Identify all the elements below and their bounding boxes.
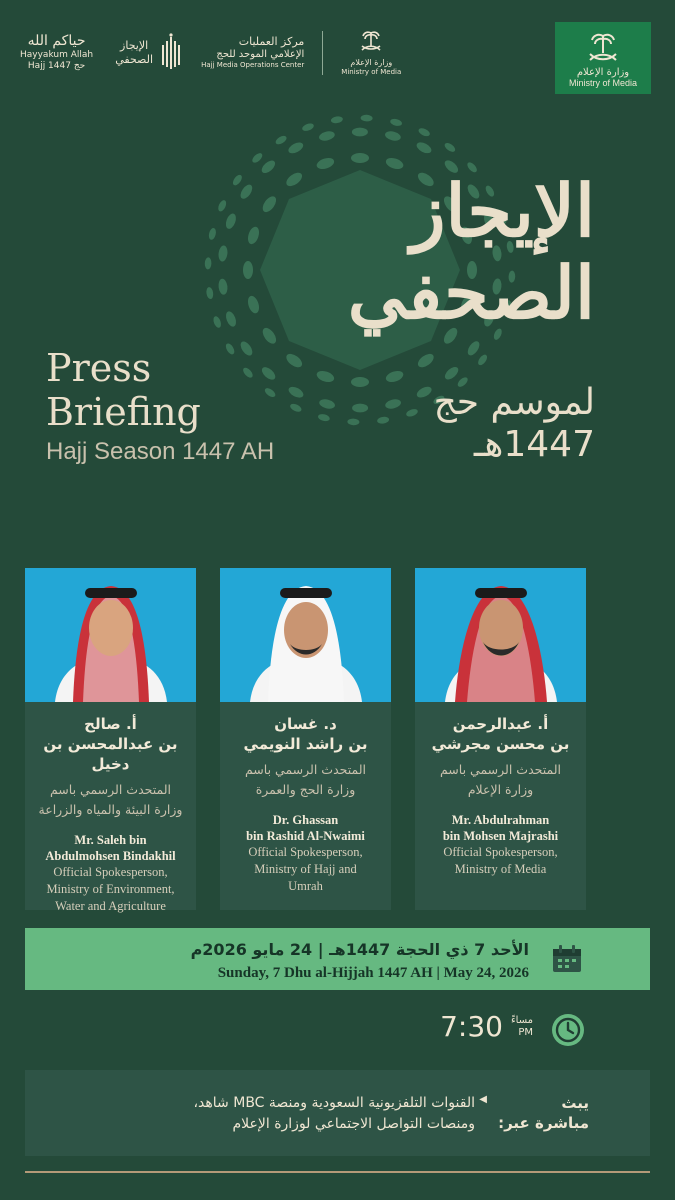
speaker-name-en-2a: Dr. Ghassan	[272, 813, 339, 827]
bottom-divider	[25, 1171, 650, 1173]
leaf-shape	[347, 418, 359, 425]
hmoc-ar-2: الإعلامي الموحد للحج	[216, 48, 305, 60]
leaf-shape	[330, 116, 343, 124]
leaf-shape	[315, 156, 335, 171]
speaker-role-en-2c: Umrah	[288, 879, 323, 893]
leaf-shape	[224, 342, 236, 356]
speaker-name-en-1b: Abdulmohsen Bindakhil	[45, 849, 176, 863]
hero-title-ar-line2: الصحفي	[347, 250, 595, 335]
leaf-shape	[205, 257, 212, 269]
speaker-name-ar-3b: بن محسن مجرشي	[431, 735, 570, 753]
hero-subtitle-ar-line1: لموسم حج	[433, 382, 595, 423]
leaf-shape	[284, 351, 304, 370]
leaf-shape	[274, 134, 288, 146]
leaf-shape	[289, 402, 303, 413]
broadcast-channels	[194, 1093, 475, 1135]
leaf-shape	[417, 127, 431, 138]
speaker-photo-3	[415, 568, 586, 702]
leaf-shape	[351, 153, 369, 163]
leaf-shape	[360, 115, 372, 122]
ijaz-mark-icon	[161, 33, 183, 73]
leaf-shape	[208, 227, 217, 240]
speaker-photo-2	[220, 568, 391, 702]
person-portrait-icon	[25, 568, 196, 702]
hmoc-en: Hajj Media Operations Center	[201, 61, 305, 70]
speaker-role-ar-3b: وزارة الإعلام	[467, 782, 534, 797]
leaf-shape	[315, 369, 335, 384]
mom-box-ar: وزارة الإعلام	[576, 67, 630, 78]
season-label: Hajj Season 1447 AH	[46, 438, 275, 465]
speaker-role-ar-1a: المتحدث الرسمي باسم	[49, 782, 171, 797]
speaker-role-en-3a: Official Spokesperson,	[443, 845, 558, 859]
leaf-shape	[260, 365, 278, 382]
clock-icon	[551, 1013, 585, 1047]
leaf-shape	[384, 156, 404, 171]
time-en: PM	[518, 1027, 533, 1038]
broadcast-label-2: مباشرة عبر:	[498, 1114, 589, 1132]
leaf-shape	[287, 140, 305, 155]
broadcast-label-1: يبث	[561, 1094, 589, 1112]
speaker-role-en-1a: Official Spokesperson,	[53, 865, 168, 879]
leaf-shape	[416, 351, 436, 370]
speaker-role-ar-2a: المتحدث الرسمي باسم	[244, 762, 366, 777]
broadcast-line-1: القنوات التلفزيونية السعودية ومنصة MBC شاهد،	[193, 1095, 475, 1111]
leaf-shape	[352, 128, 368, 137]
speaker-card-3	[415, 702, 586, 910]
leaf-shape	[352, 404, 368, 413]
mom-small-ar: وزارة الإعلام	[350, 58, 393, 68]
speaker-role-ar-1b: وزارة البيئة والمياه والزراعة	[38, 802, 183, 817]
speaker-name-en-3b: bin Mohsen Majrashi	[442, 829, 559, 843]
leaf-shape	[351, 377, 369, 387]
leaf-shape	[415, 384, 433, 399]
leaf-shape	[443, 141, 457, 153]
leaf-shape	[263, 386, 277, 398]
leaf-shape	[251, 151, 264, 164]
hayyakum-en: Hayyakum Allah	[20, 50, 94, 60]
speaker-name-en-2b: bin Rashid Al-Nwaimi	[246, 829, 365, 843]
speaker-name-ar-2a: د. غسان	[274, 715, 337, 733]
hero-subtitle-ar-line2: 1447هـ	[473, 424, 595, 465]
leaf-shape	[318, 398, 336, 410]
mom-small-en: Ministry of Media	[341, 68, 402, 77]
leaf-shape	[287, 385, 305, 400]
speaker-role-en-3b: Ministry of Media	[454, 862, 547, 876]
leaf-shape	[301, 122, 315, 132]
speaker-name-en-1a: Mr. Saleh bin	[74, 833, 147, 847]
leaf-shape	[318, 130, 336, 142]
leaf-shape	[217, 199, 228, 213]
leaf-shape	[238, 339, 254, 357]
press-line1: Press	[46, 346, 152, 390]
mom-small-logo	[341, 28, 401, 77]
leaf-shape	[218, 245, 229, 262]
leaf-shape	[206, 287, 214, 300]
speaker-name-ar-2b: بن راشد النويمي	[243, 735, 368, 753]
event-time-period	[511, 1015, 533, 1039]
arrow-left-icon: ◀	[479, 1094, 487, 1105]
person-portrait-icon	[220, 568, 391, 702]
calendar-icon	[551, 944, 583, 974]
speaker-role-en-2a: Official Spokesperson,	[248, 845, 363, 859]
leaf-shape	[218, 278, 229, 295]
ijaz-logo-text: الإيجاز الصحفي	[115, 38, 153, 66]
leaf-shape	[405, 408, 419, 418]
leaf-shape	[377, 416, 390, 424]
hero-title-ar-line1: الإيجاز	[410, 168, 595, 253]
leaf-shape	[415, 140, 433, 155]
speaker-name-ar-3a: أ. عبدالرحمن	[452, 715, 549, 733]
leaf-shape	[317, 413, 330, 422]
event-time: 7:30	[440, 1010, 503, 1043]
palm-swords-icon	[357, 28, 385, 54]
hero-title-ar	[235, 170, 595, 334]
press-line2: Briefing	[46, 390, 201, 434]
leaf-shape	[384, 369, 404, 384]
hmoc-logo	[201, 35, 304, 70]
speaker-card-2	[220, 702, 391, 910]
leaf-shape	[465, 339, 481, 357]
speaker-name-ar-1b: بن عبدالمحسن بن دخيل	[43, 735, 178, 773]
logo-divider	[322, 31, 323, 75]
speaker-role-ar-2b: وزارة الحج والعمرة	[255, 782, 356, 797]
speaker-card-1	[25, 702, 196, 913]
hero-subtitle-ar	[434, 382, 595, 466]
ijaz-logo	[111, 33, 183, 73]
hmoc-ar-1: مركز العمليات	[238, 35, 305, 48]
leaf-shape	[476, 353, 488, 367]
event-date-en: Sunday, 7 Dhu al-Hijjah 1447 AH | May 24, 2026	[217, 965, 529, 981]
mom-box-en: Ministry of Media	[568, 78, 638, 88]
speaker-role-en-1c: Water and Agriculture	[55, 899, 166, 913]
press-briefing-title	[46, 346, 201, 434]
speaker-name-ar-1a: أ. صالح	[84, 715, 137, 733]
speaker-role-en-1b: Ministry of Environment,	[46, 882, 175, 896]
speaker-name-en-3a: Mr. Abdulrahman	[451, 813, 550, 827]
speaker-role-ar-3a: المتحدث الرسمي باسم	[439, 762, 561, 777]
leaf-shape	[384, 398, 402, 410]
partner-logos	[20, 28, 401, 77]
hayyakum-year: Hajj 1447 حج	[27, 61, 86, 72]
leaf-shape	[384, 130, 402, 142]
speaker-role-en-2b: Ministry of Hajj and	[254, 862, 357, 876]
hayyakum-logo	[20, 33, 93, 73]
time-ar: مساءً	[510, 1015, 533, 1026]
leaf-shape	[443, 365, 461, 382]
leaf-shape	[389, 118, 402, 127]
leaf-shape	[212, 315, 222, 329]
leaf-shape	[241, 366, 254, 379]
ministry-of-media-logo	[555, 22, 651, 94]
person-portrait-icon	[415, 568, 586, 702]
broadcast-label	[498, 1093, 589, 1133]
event-date-ar: الأحد 7 ذي الحجة 1447هـ | 24 مايو 2026م	[190, 940, 529, 959]
broadcast-line-2: ومنصات التواصل الاجتماعي لوزارة الإعلام	[232, 1116, 475, 1132]
palm-swords-icon	[584, 31, 622, 65]
hayyakum-ar: حياكم الله	[27, 32, 86, 49]
speaker-photo-1	[25, 568, 196, 702]
